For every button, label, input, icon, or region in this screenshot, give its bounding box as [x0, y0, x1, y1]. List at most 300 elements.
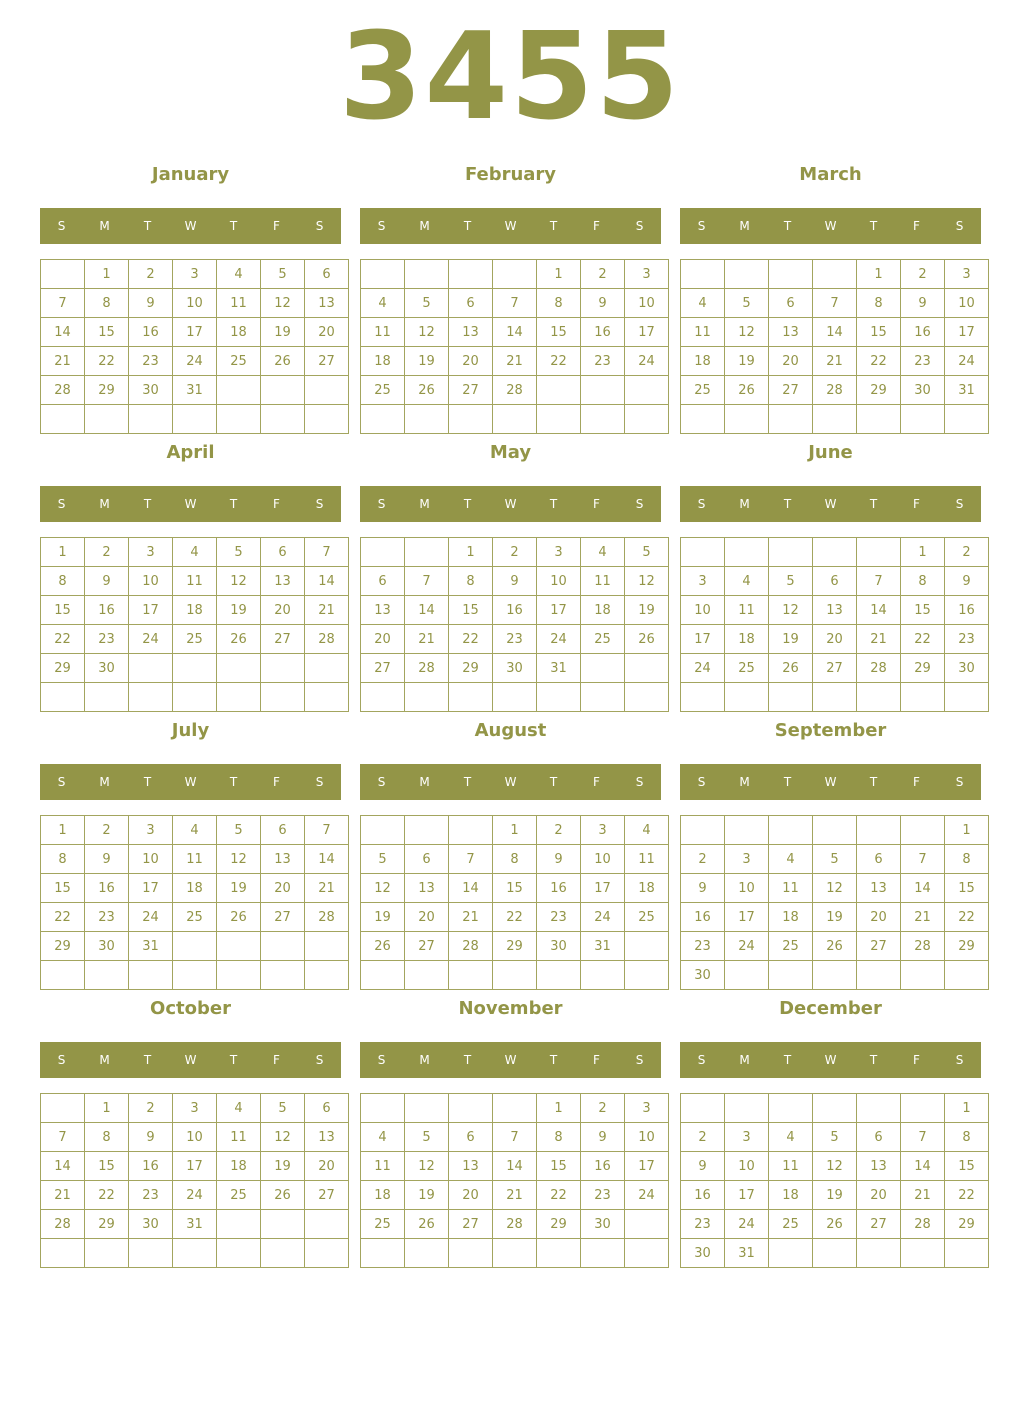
- week-row: [41, 567, 349, 596]
- day-cell: 27: [813, 654, 857, 683]
- day-cell: 4: [681, 289, 725, 318]
- day-cell: 9: [129, 289, 173, 318]
- day-cell: 3: [173, 260, 217, 289]
- week-row: [41, 932, 349, 961]
- empty-day-cell: [901, 405, 945, 434]
- empty-day-cell: [901, 683, 945, 712]
- day-cell: 12: [261, 1123, 305, 1152]
- day-cell: 13: [361, 596, 405, 625]
- weekday-header: W: [184, 497, 197, 511]
- day-cell: 10: [581, 845, 625, 874]
- day-cell: 29: [41, 932, 85, 961]
- day-cell: 22: [537, 347, 581, 376]
- week-row: [41, 1181, 349, 1210]
- day-cell: 21: [857, 625, 901, 654]
- day-cell: 22: [41, 903, 85, 932]
- day-grid: [360, 259, 669, 434]
- day-cell: 17: [625, 1152, 669, 1181]
- weekday-header: S: [635, 219, 644, 233]
- day-cell: 27: [261, 903, 305, 932]
- day-cell: 29: [85, 1210, 129, 1239]
- day-cell: 29: [901, 654, 945, 683]
- empty-day-cell: [857, 405, 901, 434]
- weekday-header: T: [229, 1053, 238, 1067]
- day-cell: 14: [493, 1152, 537, 1181]
- empty-day-cell: [681, 683, 725, 712]
- day-cell: 25: [217, 347, 261, 376]
- day-grid: [40, 815, 349, 990]
- weekday-header: T: [143, 1053, 152, 1067]
- week-row: [681, 932, 989, 961]
- day-cell: 28: [493, 376, 537, 405]
- day-cell: 26: [725, 376, 769, 405]
- weekday-header: S: [315, 497, 324, 511]
- day-cell: 14: [901, 874, 945, 903]
- weekday-header: F: [913, 1053, 920, 1067]
- day-cell: 4: [217, 260, 261, 289]
- day-cell: 30: [129, 376, 173, 405]
- day-cell: 6: [261, 816, 305, 845]
- day-cell: 9: [581, 289, 625, 318]
- weekday-header: S: [57, 1053, 66, 1067]
- day-cell: 4: [217, 1094, 261, 1123]
- empty-day-cell: [305, 683, 349, 712]
- day-cell: 13: [813, 596, 857, 625]
- day-cell: 29: [41, 654, 85, 683]
- day-cell: 6: [305, 1094, 349, 1123]
- day-cell: 20: [857, 1181, 901, 1210]
- day-cell: 9: [493, 567, 537, 596]
- weekday-header-bar: [680, 764, 981, 800]
- day-cell: 7: [901, 1123, 945, 1152]
- day-cell: 24: [129, 903, 173, 932]
- weekday-header: W: [504, 219, 517, 233]
- week-row: [41, 683, 349, 712]
- weekday-header: T: [463, 1053, 472, 1067]
- weekday-header: T: [143, 497, 152, 511]
- day-cell: 10: [945, 289, 989, 318]
- empty-day-cell: [813, 683, 857, 712]
- day-cell: 18: [173, 596, 217, 625]
- empty-day-cell: [41, 405, 85, 434]
- day-cell: 20: [261, 596, 305, 625]
- day-cell: 24: [945, 347, 989, 376]
- weekday-header: S: [57, 219, 66, 233]
- day-cell: 23: [581, 347, 625, 376]
- empty-day-cell: [945, 1239, 989, 1268]
- week-row: [361, 1181, 669, 1210]
- empty-day-cell: [537, 405, 581, 434]
- day-grid: [680, 815, 989, 990]
- weekday-header: S: [315, 775, 324, 789]
- weekday-header: W: [504, 775, 517, 789]
- empty-day-cell: [625, 376, 669, 405]
- weekday-header-bar: [40, 208, 341, 244]
- weekday-header: F: [913, 775, 920, 789]
- day-cell: 4: [769, 845, 813, 874]
- empty-day-cell: [725, 1094, 769, 1123]
- empty-day-cell: [405, 816, 449, 845]
- empty-day-cell: [361, 961, 405, 990]
- day-cell: 9: [581, 1123, 625, 1152]
- day-cell: 23: [581, 1181, 625, 1210]
- weekday-header: W: [504, 497, 517, 511]
- week-row: [361, 260, 669, 289]
- day-cell: 11: [173, 845, 217, 874]
- day-cell: 14: [305, 567, 349, 596]
- day-cell: 25: [173, 903, 217, 932]
- day-cell: 25: [725, 654, 769, 683]
- day-cell: 15: [945, 874, 989, 903]
- weekday-header: M: [739, 219, 750, 233]
- empty-day-cell: [813, 1239, 857, 1268]
- month-name: November: [458, 998, 563, 1019]
- day-cell: 2: [581, 260, 625, 289]
- month-calendar-april: [40, 441, 341, 703]
- day-cell: 13: [405, 874, 449, 903]
- weekday-header: T: [549, 219, 558, 233]
- empty-day-cell: [681, 405, 725, 434]
- day-cell: 16: [129, 1152, 173, 1181]
- day-cell: 17: [129, 874, 173, 903]
- day-cell: 11: [725, 596, 769, 625]
- week-row: [681, 683, 989, 712]
- day-cell: 7: [305, 816, 349, 845]
- day-cell: 17: [945, 318, 989, 347]
- week-row: [41, 903, 349, 932]
- empty-day-cell: [769, 961, 813, 990]
- day-cell: 27: [361, 654, 405, 683]
- weekday-header: W: [824, 1053, 837, 1067]
- empty-day-cell: [537, 961, 581, 990]
- day-cell: 29: [493, 932, 537, 961]
- weekday-header: M: [419, 219, 430, 233]
- day-cell: 6: [857, 1123, 901, 1152]
- day-cell: 31: [725, 1239, 769, 1268]
- day-cell: 7: [493, 289, 537, 318]
- day-cell: 18: [217, 318, 261, 347]
- day-cell: 21: [449, 903, 493, 932]
- weekday-header: S: [635, 497, 644, 511]
- week-row: [41, 260, 349, 289]
- day-cell: 20: [305, 1152, 349, 1181]
- month-name: August: [474, 720, 547, 741]
- month-calendar-january: [40, 163, 341, 425]
- week-row: [681, 289, 989, 318]
- day-grid: [360, 1093, 669, 1268]
- day-cell: 4: [581, 538, 625, 567]
- week-row: [361, 1239, 669, 1268]
- day-cell: 11: [173, 567, 217, 596]
- weekday-header-bar: [360, 208, 661, 244]
- empty-day-cell: [217, 1239, 261, 1268]
- empty-day-cell: [305, 961, 349, 990]
- month-name: April: [166, 442, 215, 463]
- day-cell: 17: [725, 1181, 769, 1210]
- empty-day-cell: [581, 683, 625, 712]
- day-cell: 5: [361, 845, 405, 874]
- empty-day-cell: [449, 1094, 493, 1123]
- day-cell: 22: [901, 625, 945, 654]
- weekday-header: S: [955, 219, 964, 233]
- day-cell: 7: [901, 845, 945, 874]
- empty-day-cell: [361, 1094, 405, 1123]
- day-cell: 13: [449, 1152, 493, 1181]
- day-cell: 7: [405, 567, 449, 596]
- week-row: [361, 376, 669, 405]
- empty-day-cell: [857, 1239, 901, 1268]
- empty-day-cell: [405, 1094, 449, 1123]
- day-cell: 18: [173, 874, 217, 903]
- empty-day-cell: [129, 1239, 173, 1268]
- day-cell: 4: [361, 289, 405, 318]
- empty-day-cell: [857, 538, 901, 567]
- day-cell: 1: [449, 538, 493, 567]
- day-cell: 6: [449, 289, 493, 318]
- empty-day-cell: [261, 1239, 305, 1268]
- day-cell: 11: [361, 318, 405, 347]
- empty-day-cell: [449, 683, 493, 712]
- empty-day-cell: [769, 1239, 813, 1268]
- day-grid: [40, 259, 349, 434]
- day-cell: 5: [261, 1094, 305, 1123]
- day-cell: 22: [493, 903, 537, 932]
- empty-day-cell: [625, 405, 669, 434]
- empty-day-cell: [173, 961, 217, 990]
- day-cell: 17: [173, 1152, 217, 1181]
- empty-day-cell: [261, 961, 305, 990]
- empty-day-cell: [129, 683, 173, 712]
- day-cell: 17: [537, 596, 581, 625]
- day-cell: 12: [725, 318, 769, 347]
- day-cell: 6: [857, 845, 901, 874]
- day-cell: 6: [449, 1123, 493, 1152]
- day-cell: 30: [681, 1239, 725, 1268]
- weekday-header: M: [419, 775, 430, 789]
- week-row: [41, 1152, 349, 1181]
- day-cell: 15: [449, 596, 493, 625]
- empty-day-cell: [361, 538, 405, 567]
- empty-day-cell: [129, 961, 173, 990]
- day-cell: 28: [305, 903, 349, 932]
- weekday-header: S: [697, 219, 706, 233]
- day-cell: 15: [537, 1152, 581, 1181]
- empty-day-cell: [537, 376, 581, 405]
- weekday-header: T: [783, 497, 792, 511]
- day-cell: 11: [217, 289, 261, 318]
- day-grid: [360, 815, 669, 990]
- week-row: [681, 1239, 989, 1268]
- month-name: September: [774, 720, 887, 741]
- day-cell: 16: [681, 1181, 725, 1210]
- weekday-header: S: [57, 775, 66, 789]
- day-cell: 16: [681, 903, 725, 932]
- week-row: [681, 405, 989, 434]
- day-cell: 15: [901, 596, 945, 625]
- day-cell: 22: [945, 1181, 989, 1210]
- weekday-header-bar: [40, 1042, 341, 1078]
- week-row: [41, 1123, 349, 1152]
- day-cell: 5: [217, 816, 261, 845]
- day-cell: 15: [41, 874, 85, 903]
- day-cell: 18: [625, 874, 669, 903]
- day-cell: 1: [945, 1094, 989, 1123]
- day-cell: 19: [405, 347, 449, 376]
- day-cell: 16: [493, 596, 537, 625]
- day-cell: 24: [725, 932, 769, 961]
- month-calendar-may: [360, 441, 661, 703]
- week-row: [41, 654, 349, 683]
- week-row: [681, 654, 989, 683]
- empty-day-cell: [493, 1239, 537, 1268]
- week-row: [361, 1152, 669, 1181]
- day-cell: 7: [857, 567, 901, 596]
- day-cell: 17: [625, 318, 669, 347]
- day-cell: 8: [901, 567, 945, 596]
- empty-day-cell: [945, 683, 989, 712]
- weekday-header: S: [57, 497, 66, 511]
- week-row: [361, 816, 669, 845]
- weekday-header: T: [783, 1053, 792, 1067]
- empty-day-cell: [41, 260, 85, 289]
- weekday-header: T: [869, 497, 878, 511]
- week-row: [681, 596, 989, 625]
- day-cell: 20: [449, 347, 493, 376]
- day-cell: 9: [901, 289, 945, 318]
- day-cell: 8: [85, 1123, 129, 1152]
- month-calendar-august: [360, 719, 661, 981]
- day-cell: 8: [945, 845, 989, 874]
- day-cell: 25: [361, 1210, 405, 1239]
- weekday-header: F: [913, 219, 920, 233]
- day-cell: 27: [769, 376, 813, 405]
- day-cell: 24: [173, 1181, 217, 1210]
- year-title: 3455: [339, 8, 681, 147]
- day-cell: 2: [901, 260, 945, 289]
- day-cell: 3: [581, 816, 625, 845]
- week-row: [361, 903, 669, 932]
- weekday-header-bar: [40, 486, 341, 522]
- day-cell: 11: [769, 874, 813, 903]
- week-row: [41, 625, 349, 654]
- day-cell: 5: [405, 1123, 449, 1152]
- weekday-header: F: [913, 497, 920, 511]
- day-cell: 17: [129, 596, 173, 625]
- empty-day-cell: [581, 1239, 625, 1268]
- empty-day-cell: [85, 405, 129, 434]
- day-cell: 26: [261, 1181, 305, 1210]
- day-cell: 20: [813, 625, 857, 654]
- week-row: [681, 1181, 989, 1210]
- day-cell: 15: [85, 1152, 129, 1181]
- day-cell: 2: [85, 816, 129, 845]
- empty-day-cell: [813, 538, 857, 567]
- day-cell: 1: [85, 1094, 129, 1123]
- day-cell: 27: [261, 625, 305, 654]
- empty-day-cell: [625, 654, 669, 683]
- empty-day-cell: [681, 538, 725, 567]
- empty-day-cell: [361, 816, 405, 845]
- weekday-header: S: [955, 497, 964, 511]
- week-row: [41, 845, 349, 874]
- weekday-header: T: [869, 775, 878, 789]
- empty-day-cell: [857, 683, 901, 712]
- weekday-header: S: [635, 1053, 644, 1067]
- day-cell: 30: [681, 961, 725, 990]
- day-cell: 25: [173, 625, 217, 654]
- empty-day-cell: [449, 260, 493, 289]
- week-row: [681, 845, 989, 874]
- day-cell: 19: [769, 625, 813, 654]
- empty-day-cell: [537, 1239, 581, 1268]
- day-cell: 4: [725, 567, 769, 596]
- day-cell: 15: [857, 318, 901, 347]
- day-cell: 19: [725, 347, 769, 376]
- week-row: [681, 1152, 989, 1181]
- day-cell: 8: [857, 289, 901, 318]
- day-cell: 26: [405, 1210, 449, 1239]
- day-cell: 10: [725, 874, 769, 903]
- day-cell: 28: [449, 932, 493, 961]
- day-cell: 2: [85, 538, 129, 567]
- empty-day-cell: [493, 405, 537, 434]
- day-cell: 19: [625, 596, 669, 625]
- day-cell: 3: [945, 260, 989, 289]
- empty-day-cell: [173, 1239, 217, 1268]
- day-cell: 16: [85, 874, 129, 903]
- weekday-header: F: [593, 775, 600, 789]
- day-cell: 5: [725, 289, 769, 318]
- weekday-header: T: [869, 1053, 878, 1067]
- day-cell: 13: [261, 845, 305, 874]
- day-cell: 28: [493, 1210, 537, 1239]
- empty-day-cell: [217, 683, 261, 712]
- empty-day-cell: [405, 538, 449, 567]
- weekday-header-bar: [680, 486, 981, 522]
- week-row: [361, 289, 669, 318]
- empty-day-cell: [41, 683, 85, 712]
- day-cell: 13: [449, 318, 493, 347]
- day-cell: 24: [173, 347, 217, 376]
- weekday-header: W: [824, 497, 837, 511]
- week-row: [41, 289, 349, 318]
- week-row: [41, 816, 349, 845]
- day-cell: 18: [361, 347, 405, 376]
- empty-day-cell: [725, 538, 769, 567]
- day-cell: 8: [41, 845, 85, 874]
- weekday-header: F: [273, 775, 280, 789]
- weekday-header: T: [143, 219, 152, 233]
- day-cell: 27: [305, 347, 349, 376]
- empty-day-cell: [725, 683, 769, 712]
- empty-day-cell: [305, 405, 349, 434]
- empty-day-cell: [261, 1210, 305, 1239]
- week-row: [361, 538, 669, 567]
- day-cell: 29: [945, 1210, 989, 1239]
- day-cell: 1: [493, 816, 537, 845]
- empty-day-cell: [217, 932, 261, 961]
- day-cell: 23: [493, 625, 537, 654]
- day-cell: 25: [361, 376, 405, 405]
- week-row: [41, 1239, 349, 1268]
- month-name: May: [489, 442, 532, 463]
- day-cell: 1: [537, 260, 581, 289]
- day-cell: 21: [813, 347, 857, 376]
- empty-day-cell: [581, 654, 625, 683]
- week-row: [681, 260, 989, 289]
- day-cell: 5: [625, 538, 669, 567]
- day-cell: 1: [41, 538, 85, 567]
